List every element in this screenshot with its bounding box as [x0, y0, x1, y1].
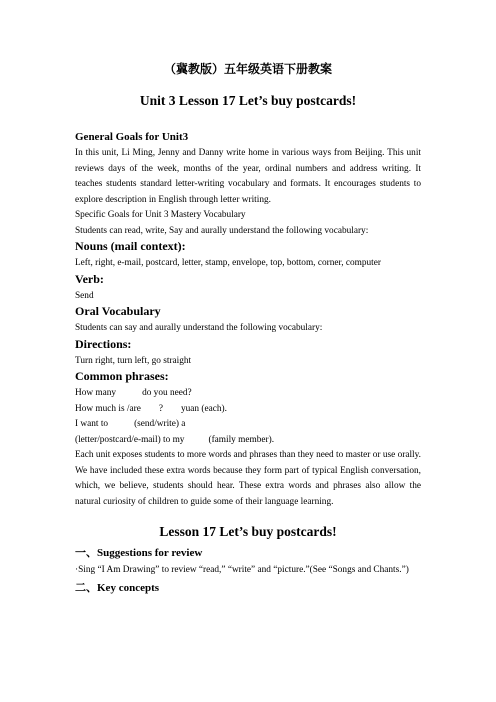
- section-1-heading: [75, 544, 421, 560]
- phrase-1-part-a: How many: [75, 388, 117, 398]
- phrase-3-part-b: (send/write) a: [134, 419, 186, 429]
- section-2-number: 二、: [75, 580, 97, 594]
- common-phrases-heading: Common phrases:: [75, 369, 169, 383]
- phrase-line-3: [75, 417, 421, 433]
- phrase-line-4: [75, 433, 421, 449]
- phrase-2-part-c: yuan (each).: [180, 403, 227, 414]
- phrase-line-2: [75, 402, 421, 418]
- directions-list: Turn right, turn left, go straight: [75, 355, 192, 366]
- section-2-title: Key concepts: [97, 581, 160, 594]
- phrase-4-part-b: (family member).: [208, 434, 275, 445]
- nouns-heading: Nouns (mail context):: [75, 239, 186, 253]
- section-1-title: Suggestions for review: [97, 547, 203, 559]
- directions-heading: Directions:: [75, 336, 132, 351]
- oral-vocabulary-heading: Oral Vocabulary: [75, 304, 161, 318]
- document-content: [75, 60, 421, 598]
- specific-goals-line: Specific Goals for Unit 3 Mastery Vocabulary: [75, 210, 246, 220]
- unit-title: Unit 3 Lesson 17 Let’s buy postcards!: [139, 93, 357, 108]
- section-1-number: 一、: [75, 546, 97, 559]
- oral-vocabulary-text: Students can say and aurally understand the following vocabulary:: [75, 323, 323, 333]
- general-goals-text: In this unit, Li Ming, Jenny and Danny write home in various ways from Beijing. This unit reviews days of the week, months of the year, ordinal numbers and address writing. It teaches students standard letter-writing vocabulary and formats. It encourages students to explore description in English through letter writing.: [75, 148, 421, 205]
- lesson-title: Lesson 17 Let’s buy postcards!: [159, 524, 337, 539]
- nouns-list: Left, right, e-mail, postcard, letter, stamp, envelope, top, bottom, corner, computer: [75, 258, 381, 268]
- phrase-line-1: [75, 386, 421, 402]
- extra-words-text: Each unit exposes students to more words and phrases than they need to master or use orally. We have included these extra words because they form part of typical English conversation, which, we believe, students should hear. These extra words and phrases also allow the natural curiosity of children to guide some of their language learning.: [75, 450, 421, 507]
- section-1-text: ·Sing “I Am Drawing” to review “read,” “write” and “picture.”(See “Songs and Chants.”): [75, 565, 409, 575]
- phrase-1-part-b: do you need?: [142, 388, 192, 398]
- phrase-4-part-a: (letter/postcard/e-mail) to my: [75, 434, 185, 445]
- verb-heading: Verb:: [75, 271, 104, 286]
- chinese-title: （冀教版）五年级英语下册教案: [163, 62, 332, 76]
- phrase-3-part-a: I want to: [75, 419, 109, 429]
- students-can-read-line: Students can read, write, Say and aurally understand the following vocabulary:: [75, 225, 369, 236]
- section-2-heading: [75, 579, 421, 595]
- phrase-2-part-a: How much is /are: [75, 403, 141, 414]
- general-goals-heading: General Goals for Unit3: [75, 131, 189, 143]
- verb-list: Send: [75, 290, 94, 301]
- phrase-2-part-b: ?: [158, 403, 163, 414]
